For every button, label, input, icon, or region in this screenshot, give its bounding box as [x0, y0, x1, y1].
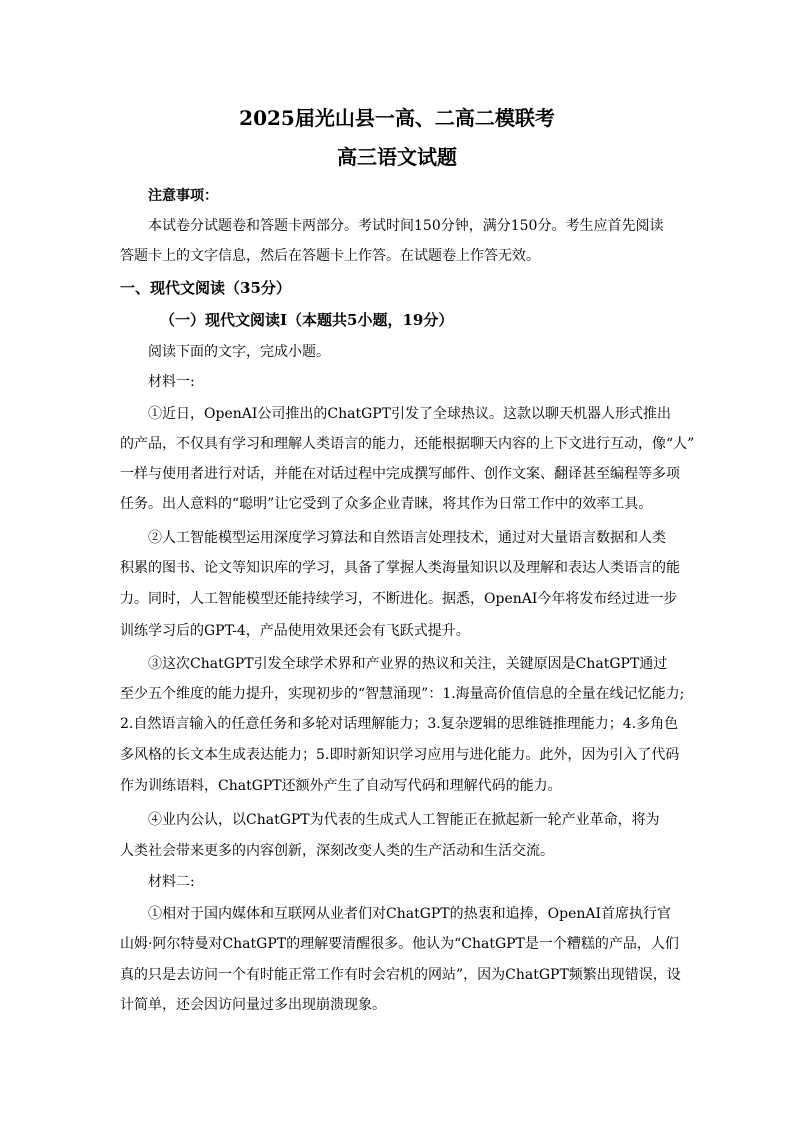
paragraph-line: 计简单，还会因访问量过多出现崩溃现象。 — [120, 997, 386, 1013]
paragraph-line: 积累的图书、论文等知识库的学习，具备了掌握人类海量知识以及理解和表达人类语言的能 — [120, 560, 680, 576]
material-label: 材料一: — [148, 374, 195, 390]
paragraph-line: ③这次ChatGPT引发全球学术界和产业界的热议和关注，关键原因是ChatGPT通过 — [148, 656, 668, 672]
subsection-heading: （一）现代文阅读Ⅰ（本题共5小题，19分） — [160, 311, 454, 329]
paragraph-line: 作为训练语料，ChatGPT还额外产生了自动写代码和理解代码的能力。 — [120, 778, 562, 794]
paragraph-line: ①相对于国内媒体和互联网从业者们对ChatGPT的热衷和追捧，OpenAI首席执行官 — [148, 906, 672, 922]
notice-line: 本试卷分试题卷和答题卡两部分。考试时间150分钟，满分150分。考生应首先阅读 — [148, 218, 664, 234]
paragraph-line: 至少五个维度的能力提升，实现初步的“智慧涌现”：1.海量高价值信息的全量在线记忆能力; — [120, 686, 685, 702]
paragraph-line: 人类社会带来更多的内容创新，深刻改变人类的生产活动和生活交流。 — [120, 843, 554, 859]
exam-subtitle: 高三语文试题 — [337, 145, 457, 169]
paragraph-line: 多风格的长文本生成表达能力；5.即时新知识学习应用与进化能力。此外，因为引入了代码 — [120, 747, 680, 763]
paragraph-line: 力。同时，人工智能模型还能持续学习，不断进化。据悉，OpenAI今年将发布经过进一步 — [120, 591, 678, 607]
paragraph-line: 训练学习后的GPT-4，产品使用效果还会有飞跃式提升。 — [120, 623, 470, 639]
notice-heading: 注意事项： — [148, 188, 218, 204]
reading-instruction: 阅读下面的文字，完成小题。 — [148, 344, 330, 360]
paragraph-line: 2.自然语言输入的任意任务和多轮对话理解能力；3.复杂逻辑的思维链推理能力；4.多角色 — [120, 716, 679, 732]
notice-line: 答题卡上的文字信息，然后在答题卡上作答。在试题卷上作答无效。 — [120, 248, 540, 264]
material-label: 材料二: — [148, 874, 195, 890]
paragraph-line: ②人工智能模型运用深度学习算法和自然语言处理技术，通过对大量语言数据和人类 — [148, 530, 666, 546]
paragraph-line: ①近日，OpenAI公司推出的ChatGPT引发了全球热议。这款以聊天机器人形式推出 — [148, 406, 672, 422]
exam-title: 2025届光山县一高、二高二模联考 — [239, 106, 555, 130]
paragraph-line: 山姆·阿尔特曼对ChatGPT的理解要清醒很多。他认为“ChatGPT是一个糟糕的产品，人们 — [120, 936, 679, 952]
paragraph-line: 真的只是去访问一个有时能正常工作有时会宕机的网站”，因为ChatGPT频繁出现错误，设 — [120, 967, 681, 983]
paragraph-line: 一样与使用者进行对话，并能在对话过程中完成撰写邮件、创作文案、翻译甚至编程等多项 — [120, 466, 680, 482]
paragraph-line: ④业内公认，以ChatGPT为代表的生成式人工智能正在掀起新一轮产业革命，将为 — [148, 812, 660, 828]
paragraph-line: 的产品，不仅具有学习和理解人类语言的能力，还能根据聊天内容的上下文进行互动，像“人” — [120, 436, 695, 452]
section-heading: 一、现代文阅读（35分） — [120, 279, 291, 297]
paragraph-line: 任务。出人意料的“聪明”让它受到了众多企业青睐，将其作为日常工作中的效率工具。 — [120, 496, 653, 512]
